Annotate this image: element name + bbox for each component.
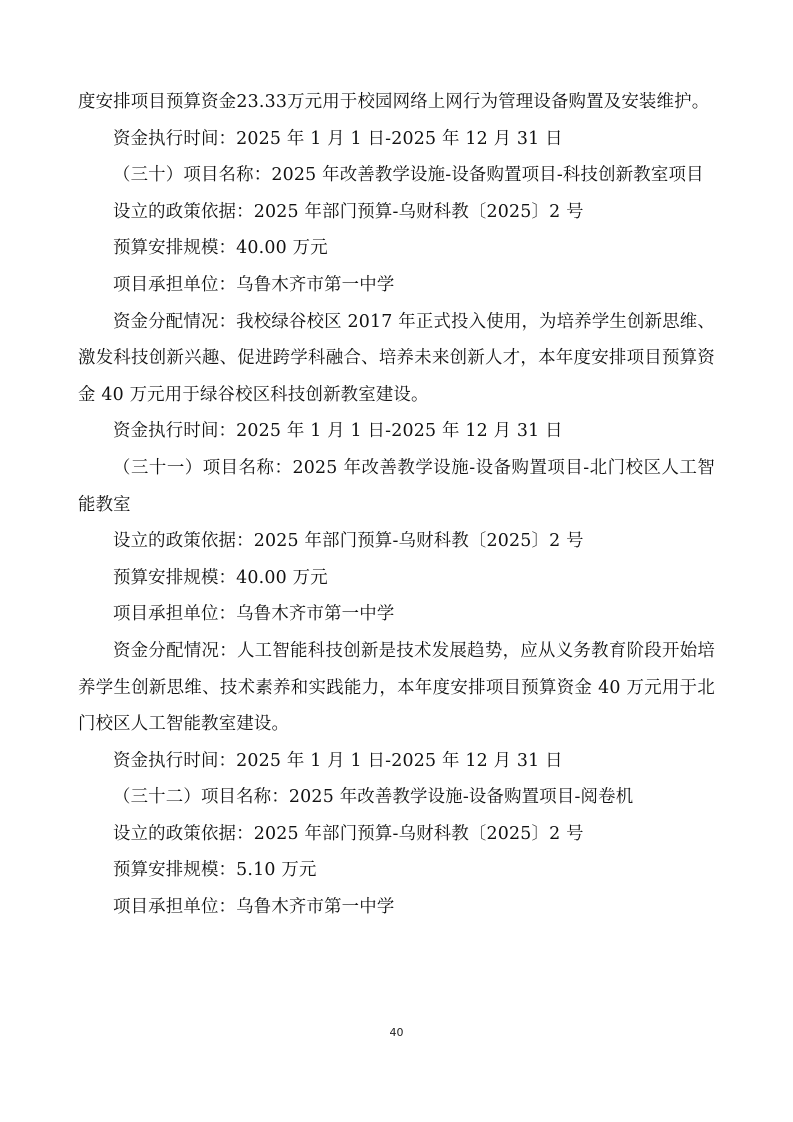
paragraph-execution-time: 资金执行时间：2025 年 1 月 1 日-2025 年 12 月 31 日 bbox=[113, 750, 563, 771]
project-heading-31: （三十一）项目名称：2025 年改善教学设施-设备购置项目-北门校区人工智能教室 bbox=[78, 457, 715, 515]
paragraph-budget-scale: 预算安排规模：5.10 万元 bbox=[113, 860, 317, 881]
paragraph-continued-budget: 度安排项目预算资金23.33万元用于校园网络上网行为管理设备购置及安装维护。 bbox=[78, 92, 710, 112]
paragraph-responsible-unit: 项目承担单位：乌鲁木齐市第一中学 bbox=[113, 274, 395, 295]
paragraph-execution-time: 资金执行时间：2025 年 1 月 1 日-2025 年 12 月 31 日 bbox=[113, 421, 563, 442]
paragraph-fund-allocation: 资金分配情况：人工智能科技创新是技术发展趋势，应从义务教育阶段开始培养学生创新思维、技术素养和实践能力，本年度安排项目预算资金 40 万元用于北门校区人工智能教室建设。 bbox=[78, 640, 715, 735]
page-number: 40 bbox=[389, 1026, 404, 1039]
paragraph-budget-scale: 预算安排规模：40.00 万元 bbox=[113, 567, 328, 588]
paragraph-responsible-unit: 项目承担单位：乌鲁木齐市第一中学 bbox=[113, 897, 395, 918]
project-heading-30: （三十）项目名称：2025 年改善教学设施-设备购置项目-科技创新教室项目 bbox=[113, 165, 704, 186]
body-text bbox=[78, 84, 715, 926]
paragraph-execution-time: 资金执行时间：2025 年 1 月 1 日-2025 年 12 月 31 日 bbox=[113, 128, 563, 149]
paragraph-policy-basis: 设立的政策依据：2025 年部门预算-乌财科教〔2025〕2 号 bbox=[113, 531, 584, 552]
paragraph-budget-scale: 预算安排规模：40.00 万元 bbox=[113, 238, 328, 259]
paragraph-policy-basis: 设立的政策依据：2025 年部门预算-乌财科教〔2025〕2 号 bbox=[113, 201, 584, 222]
paragraph-policy-basis: 设立的政策依据：2025 年部门预算-乌财科教〔2025〕2 号 bbox=[113, 823, 584, 844]
project-heading-32: （三十二）项目名称：2025 年改善教学设施-设备购置项目-阅卷机 bbox=[113, 787, 634, 808]
paragraph-responsible-unit: 项目承担单位：乌鲁木齐市第一中学 bbox=[113, 604, 395, 625]
paragraph-fund-allocation: 资金分配情况：我校绿谷校区 2017 年正式投入使用，为培养学生创新思维、激发科技创新兴趣、促进跨学科融合、培养未来创新人才，本年度安排项目预算资金 40 万元用于绿谷校区科技创新教室建设。 bbox=[78, 311, 715, 405]
